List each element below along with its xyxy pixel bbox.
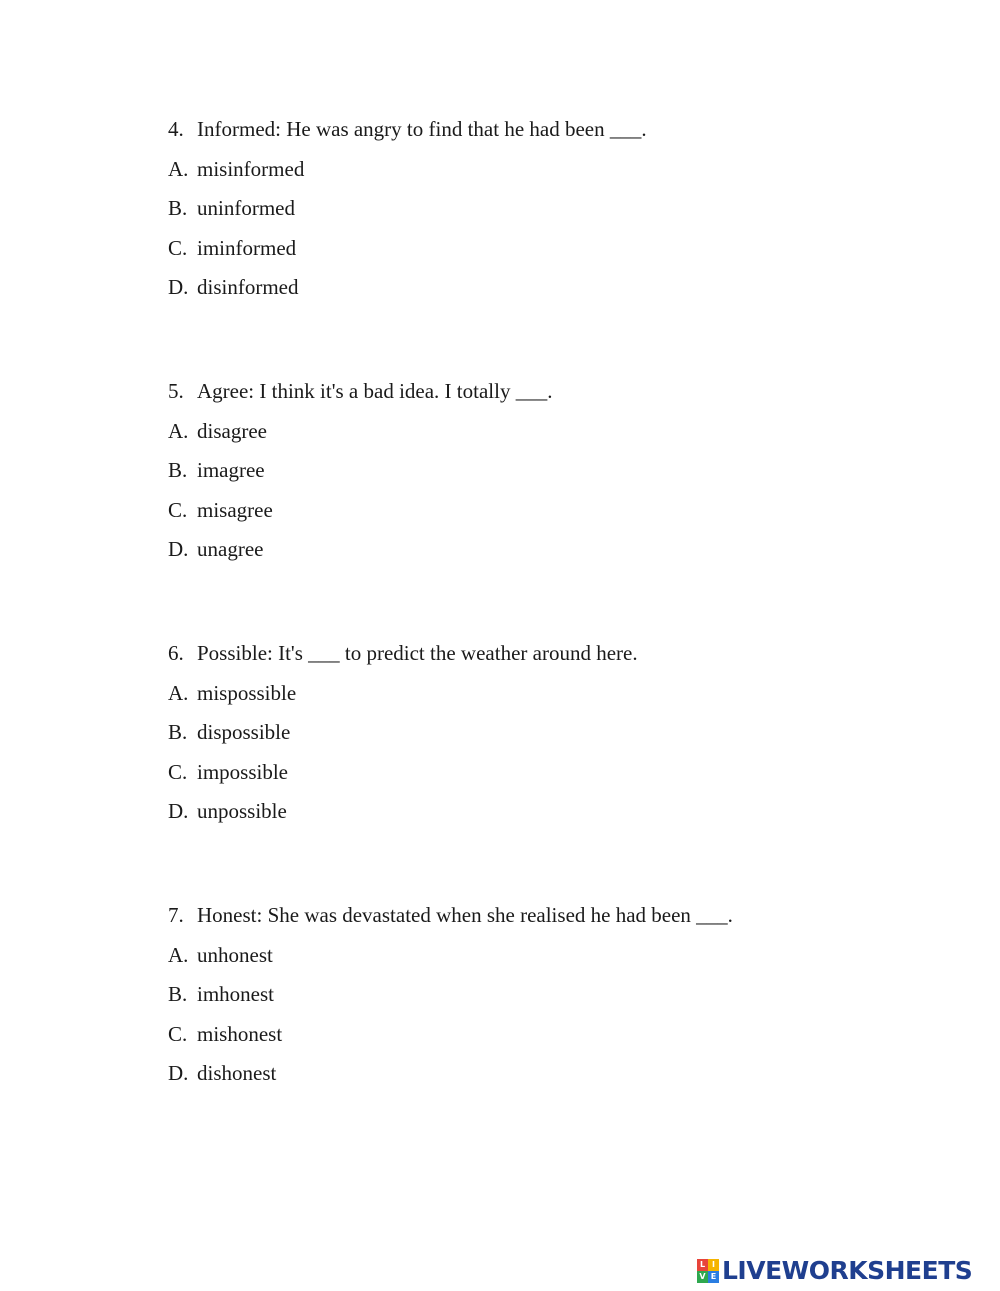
option-text: unagree <box>197 537 264 561</box>
option-d[interactable] <box>168 275 948 299</box>
logo-tile-l: L <box>697 1259 708 1271</box>
option-text: mispossible <box>197 680 297 705</box>
option-letter: A. <box>168 680 189 705</box>
question-text: Informed: He was angry to find that he had been ___. <box>197 117 647 141</box>
question-stem <box>168 903 948 927</box>
option-b[interactable] <box>168 458 948 482</box>
option-b[interactable] <box>168 720 948 744</box>
option-letter: D. <box>168 799 189 823</box>
option-b[interactable] <box>168 196 948 220</box>
liveworksheets-logo-icon <box>697 1259 719 1283</box>
option-d[interactable] <box>168 1061 948 1085</box>
question-7 <box>168 903 948 1085</box>
question-stem <box>168 379 948 403</box>
option-text: misagree <box>197 497 273 522</box>
option-text: disinformed <box>197 275 299 299</box>
option-text: uninformed <box>197 196 295 220</box>
question-5 <box>168 379 948 561</box>
option-letter: B. <box>168 458 188 482</box>
question-text: Possible: It's ___ to predict the weather around here. <box>197 641 638 665</box>
option-text: mishonest <box>197 1021 283 1046</box>
option-text: disagree <box>197 418 267 443</box>
option-letter: D. <box>168 537 189 561</box>
option-text: unpossible <box>197 799 287 823</box>
question-text: Honest: She was devastated when she realised he had been ___. <box>197 903 733 927</box>
option-letter: A. <box>168 942 189 967</box>
liveworksheets-brand <box>697 1256 972 1286</box>
brand-name: LIVEWORKSHEETS <box>722 1256 973 1285</box>
option-c[interactable] <box>168 498 948 522</box>
option-d[interactable] <box>168 799 948 823</box>
question-4 <box>168 117 948 299</box>
option-text: iminformed <box>197 235 297 260</box>
logo-tile-v: V <box>697 1271 708 1283</box>
logo-tile-i: I <box>708 1259 719 1271</box>
option-letter: C. <box>168 1021 188 1046</box>
question-text: Agree: I think it's a bad idea. I totally ___. <box>197 379 553 403</box>
option-c[interactable] <box>168 236 948 260</box>
option-text: dishonest <box>197 1061 277 1085</box>
option-c[interactable] <box>168 760 948 784</box>
option-letter: A. <box>168 156 189 181</box>
option-letter: B. <box>168 720 188 744</box>
option-a[interactable] <box>168 681 948 705</box>
option-d[interactable] <box>168 537 948 561</box>
option-letter: B. <box>168 196 188 220</box>
option-text: imagree <box>197 458 265 482</box>
option-letter: D. <box>168 275 189 299</box>
option-letter: C. <box>168 759 188 784</box>
option-letter: B. <box>168 982 188 1006</box>
option-text: unhonest <box>197 942 273 967</box>
option-letter: C. <box>168 235 188 260</box>
logo-tile-e: E <box>708 1271 719 1283</box>
option-b[interactable] <box>168 982 948 1006</box>
option-text: dispossible <box>197 720 291 744</box>
option-c[interactable] <box>168 1022 948 1046</box>
option-text: misinformed <box>197 156 305 181</box>
question-number: 4. <box>168 117 184 141</box>
option-letter: C. <box>168 497 188 522</box>
option-text: impossible <box>197 759 289 784</box>
option-a[interactable] <box>168 157 948 181</box>
question-stem <box>168 117 948 141</box>
question-number: 7. <box>168 903 184 927</box>
question-number: 6. <box>168 641 184 665</box>
question-number: 5. <box>168 379 184 403</box>
option-a[interactable] <box>168 943 948 967</box>
option-a[interactable] <box>168 419 948 443</box>
question-6 <box>168 641 948 823</box>
option-letter: A. <box>168 418 189 443</box>
option-text: imhonest <box>197 982 274 1006</box>
option-letter: D. <box>168 1061 189 1085</box>
question-stem <box>168 641 948 665</box>
